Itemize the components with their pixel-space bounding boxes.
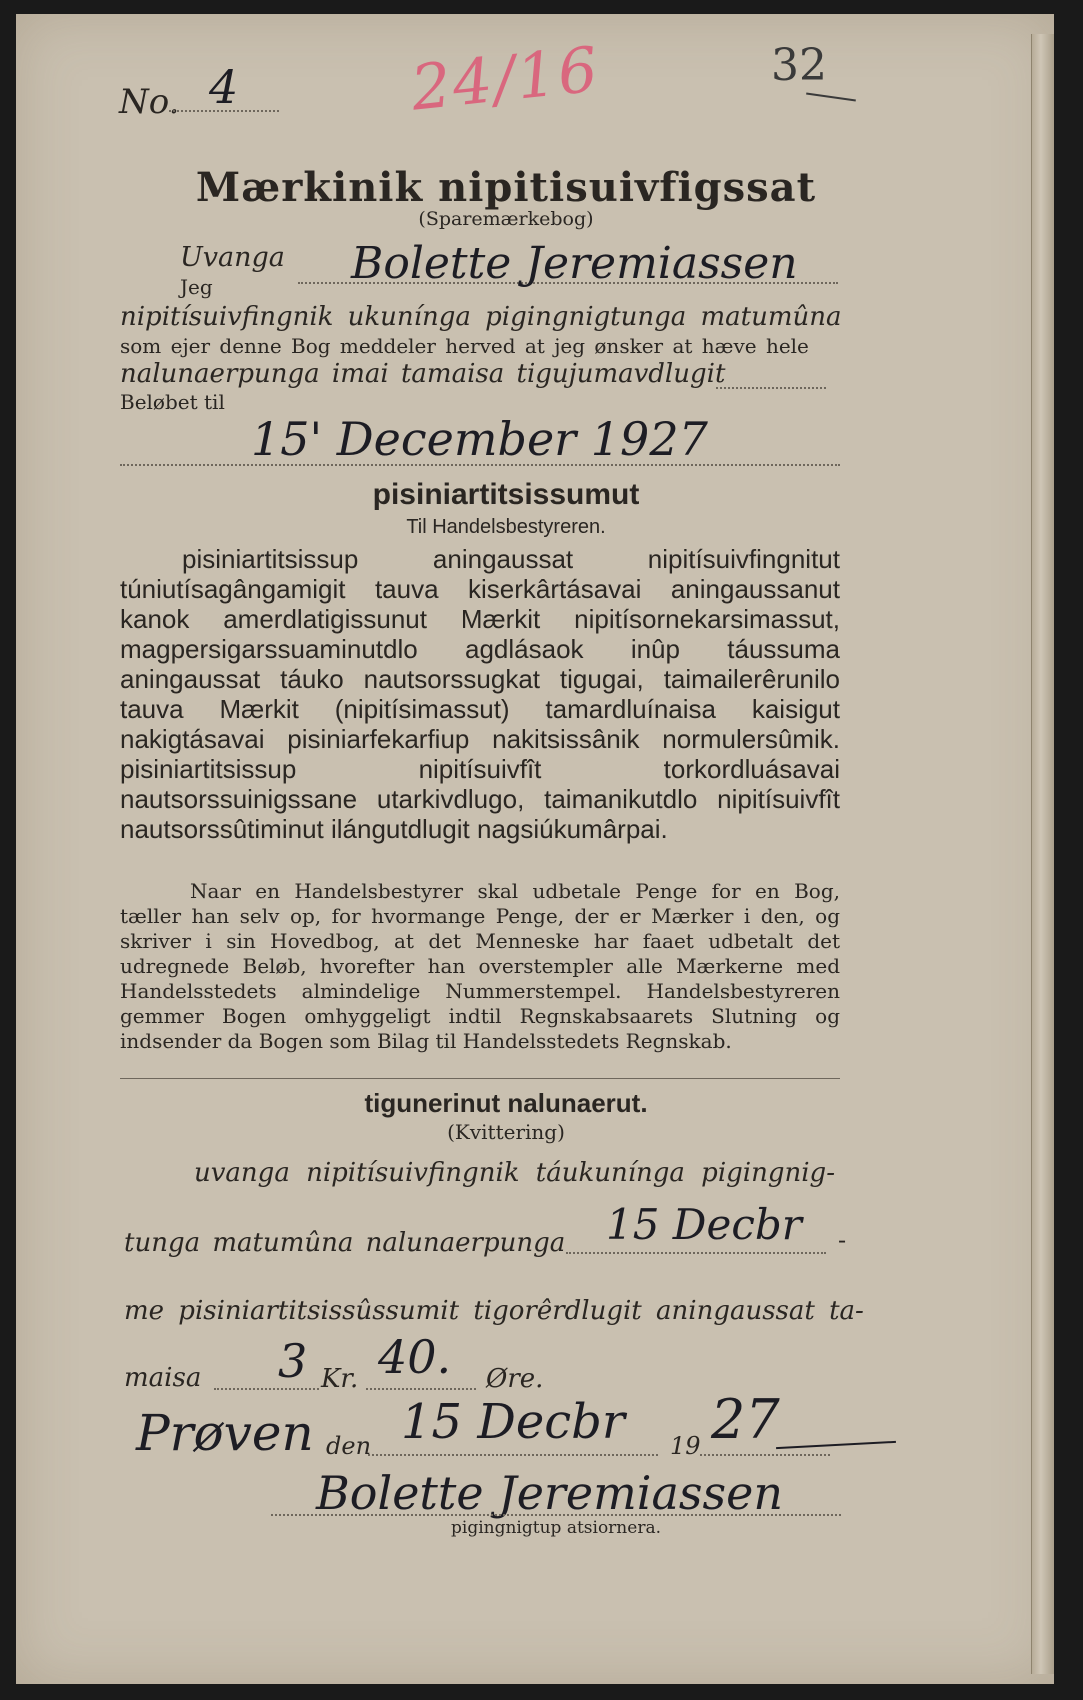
ore-label: Øre. <box>486 1364 544 1394</box>
signature-dotline <box>271 1514 841 1516</box>
receipt-line2: tunga matumûna nalunaerpunga <box>124 1228 566 1258</box>
receipt-line2-dotline <box>566 1252 826 1254</box>
pencil-underline <box>806 93 856 102</box>
book-title: Mærkinik nipitisuivfigssat <box>195 164 817 211</box>
signature-caption: pigingnigtup atsiornera. <box>451 1518 661 1538</box>
withdrawal-date-handwritten: 15' December 1927 <box>251 412 708 466</box>
receipt-signing-date-handwritten: 15 Decbr <box>401 1394 625 1450</box>
year-dotline <box>700 1454 830 1456</box>
den-label: den <box>326 1432 372 1460</box>
receipt-subheading: (Kvittering) <box>447 1120 565 1144</box>
request-line2-danish: Beløbet til <box>120 390 225 414</box>
instructions-danish-text: Naar en Handelsbestyrer skal udbetale Penge for en Bog, tæller han selv op, for hvormange Penge, der er Mærker i den, og skriver i sin Hovedbog, at det Menneske har faaet udbetalt det udregnede Beløb, hvorefter han overstempler alle Mærkerne med Handelsstedets almindelige Nummerstempel. Handelsbestyreren gemmer Bogen omhyggeligt indtil Regnskabsaarets Slutning og indsender da Bogen som Bilag til Handelsstedets Regnskab. <box>120 879 840 1053</box>
year-handwritten: 27 <box>711 1388 780 1451</box>
uvanga-label: Uvanga <box>180 242 285 273</box>
kroner-amount-handwritten: 3 <box>278 1334 308 1388</box>
page-edge <box>1031 34 1054 1674</box>
request-line1-danish: som ejer denne Bog meddeler herved at jeg ønsker at hæve hele <box>120 334 809 358</box>
date-dotline <box>120 464 840 466</box>
receipt-line3: me pisiniartitsissûssumit tigorêrdlugit aningaussat ta- <box>124 1296 864 1326</box>
request-line1-greenlandic: nipitísuivfingnik ukunínga pigingnigtunga matumûna <box>120 302 842 332</box>
kr-label: Kr. <box>321 1364 359 1394</box>
request-line2-dotline <box>716 387 826 389</box>
signature-handwritten: Bolette Jeremiassen <box>316 1466 783 1520</box>
request-line2-greenlandic: nalunaerpunga imai tamaisa tigujumavdlugit <box>120 359 726 389</box>
receipt-divider <box>120 1078 840 1079</box>
place-handwritten: Prøven <box>136 1404 314 1462</box>
hyphen-mark: - <box>838 1226 847 1254</box>
year-flourish <box>776 1441 896 1449</box>
jeg-label: Jeg <box>180 275 213 299</box>
year-prefix: 19 <box>670 1432 701 1460</box>
ore-dotline <box>366 1388 476 1390</box>
date-receipt-dotline <box>368 1454 658 1456</box>
red-stamp-number: 24/16 <box>407 32 603 125</box>
instructions-heading: pisiniartitsissumut <box>372 478 640 511</box>
maisa-label: maisa <box>124 1363 202 1393</box>
pencil-corner-number: 32 <box>771 40 827 91</box>
ore-amount-handwritten: 40. <box>378 1330 452 1384</box>
number-value: 4 <box>209 60 239 114</box>
receipt-heading: tigunerinut nalunaerut. <box>364 1088 648 1118</box>
instructions-greenlandic-text: pisiniartitsissup aningaussat nipitísuivfingnitut túniutísagângamigit tauva kiserkârtásavai aningaussanut kanok amerdlatigissunut Mærkit nipitísornekarsimassut, magpersigarssuaminutdlo agdlásaok inûp táussuma aningaussat táuko nautsorssugkat tigugai, taimailerêrunilo tauva Mærkit (nipitísimassut) tamardluínaisa kaisigut nakigtásavai pisiniarfekarfiup nakitsissânik normulersûmik. pisiniartitsissup nipitísuivfît torkordluásavai nautsorssuinigssane utarkivdlugo, taimanikutdlo nipitísuivfît nautsorssûtiminut ilángutdlugit nagsiúkumârpai. <box>120 544 840 844</box>
number-label: No. <box>119 82 180 122</box>
kr-dotline <box>214 1388 319 1390</box>
owner-name-handwritten: Bolette Jeremiassen <box>351 238 798 289</box>
instructions-subheading: Til Handelsbestyreren. <box>406 516 606 538</box>
document-page <box>16 14 1054 1684</box>
receipt-line1: uvanga nipitísuivfingnik táukunínga pigingnig- <box>194 1158 835 1188</box>
book-subtitle: (Sparemærkebog) <box>418 208 594 230</box>
receipt-date-handwritten: 15 Decbr <box>606 1200 802 1249</box>
